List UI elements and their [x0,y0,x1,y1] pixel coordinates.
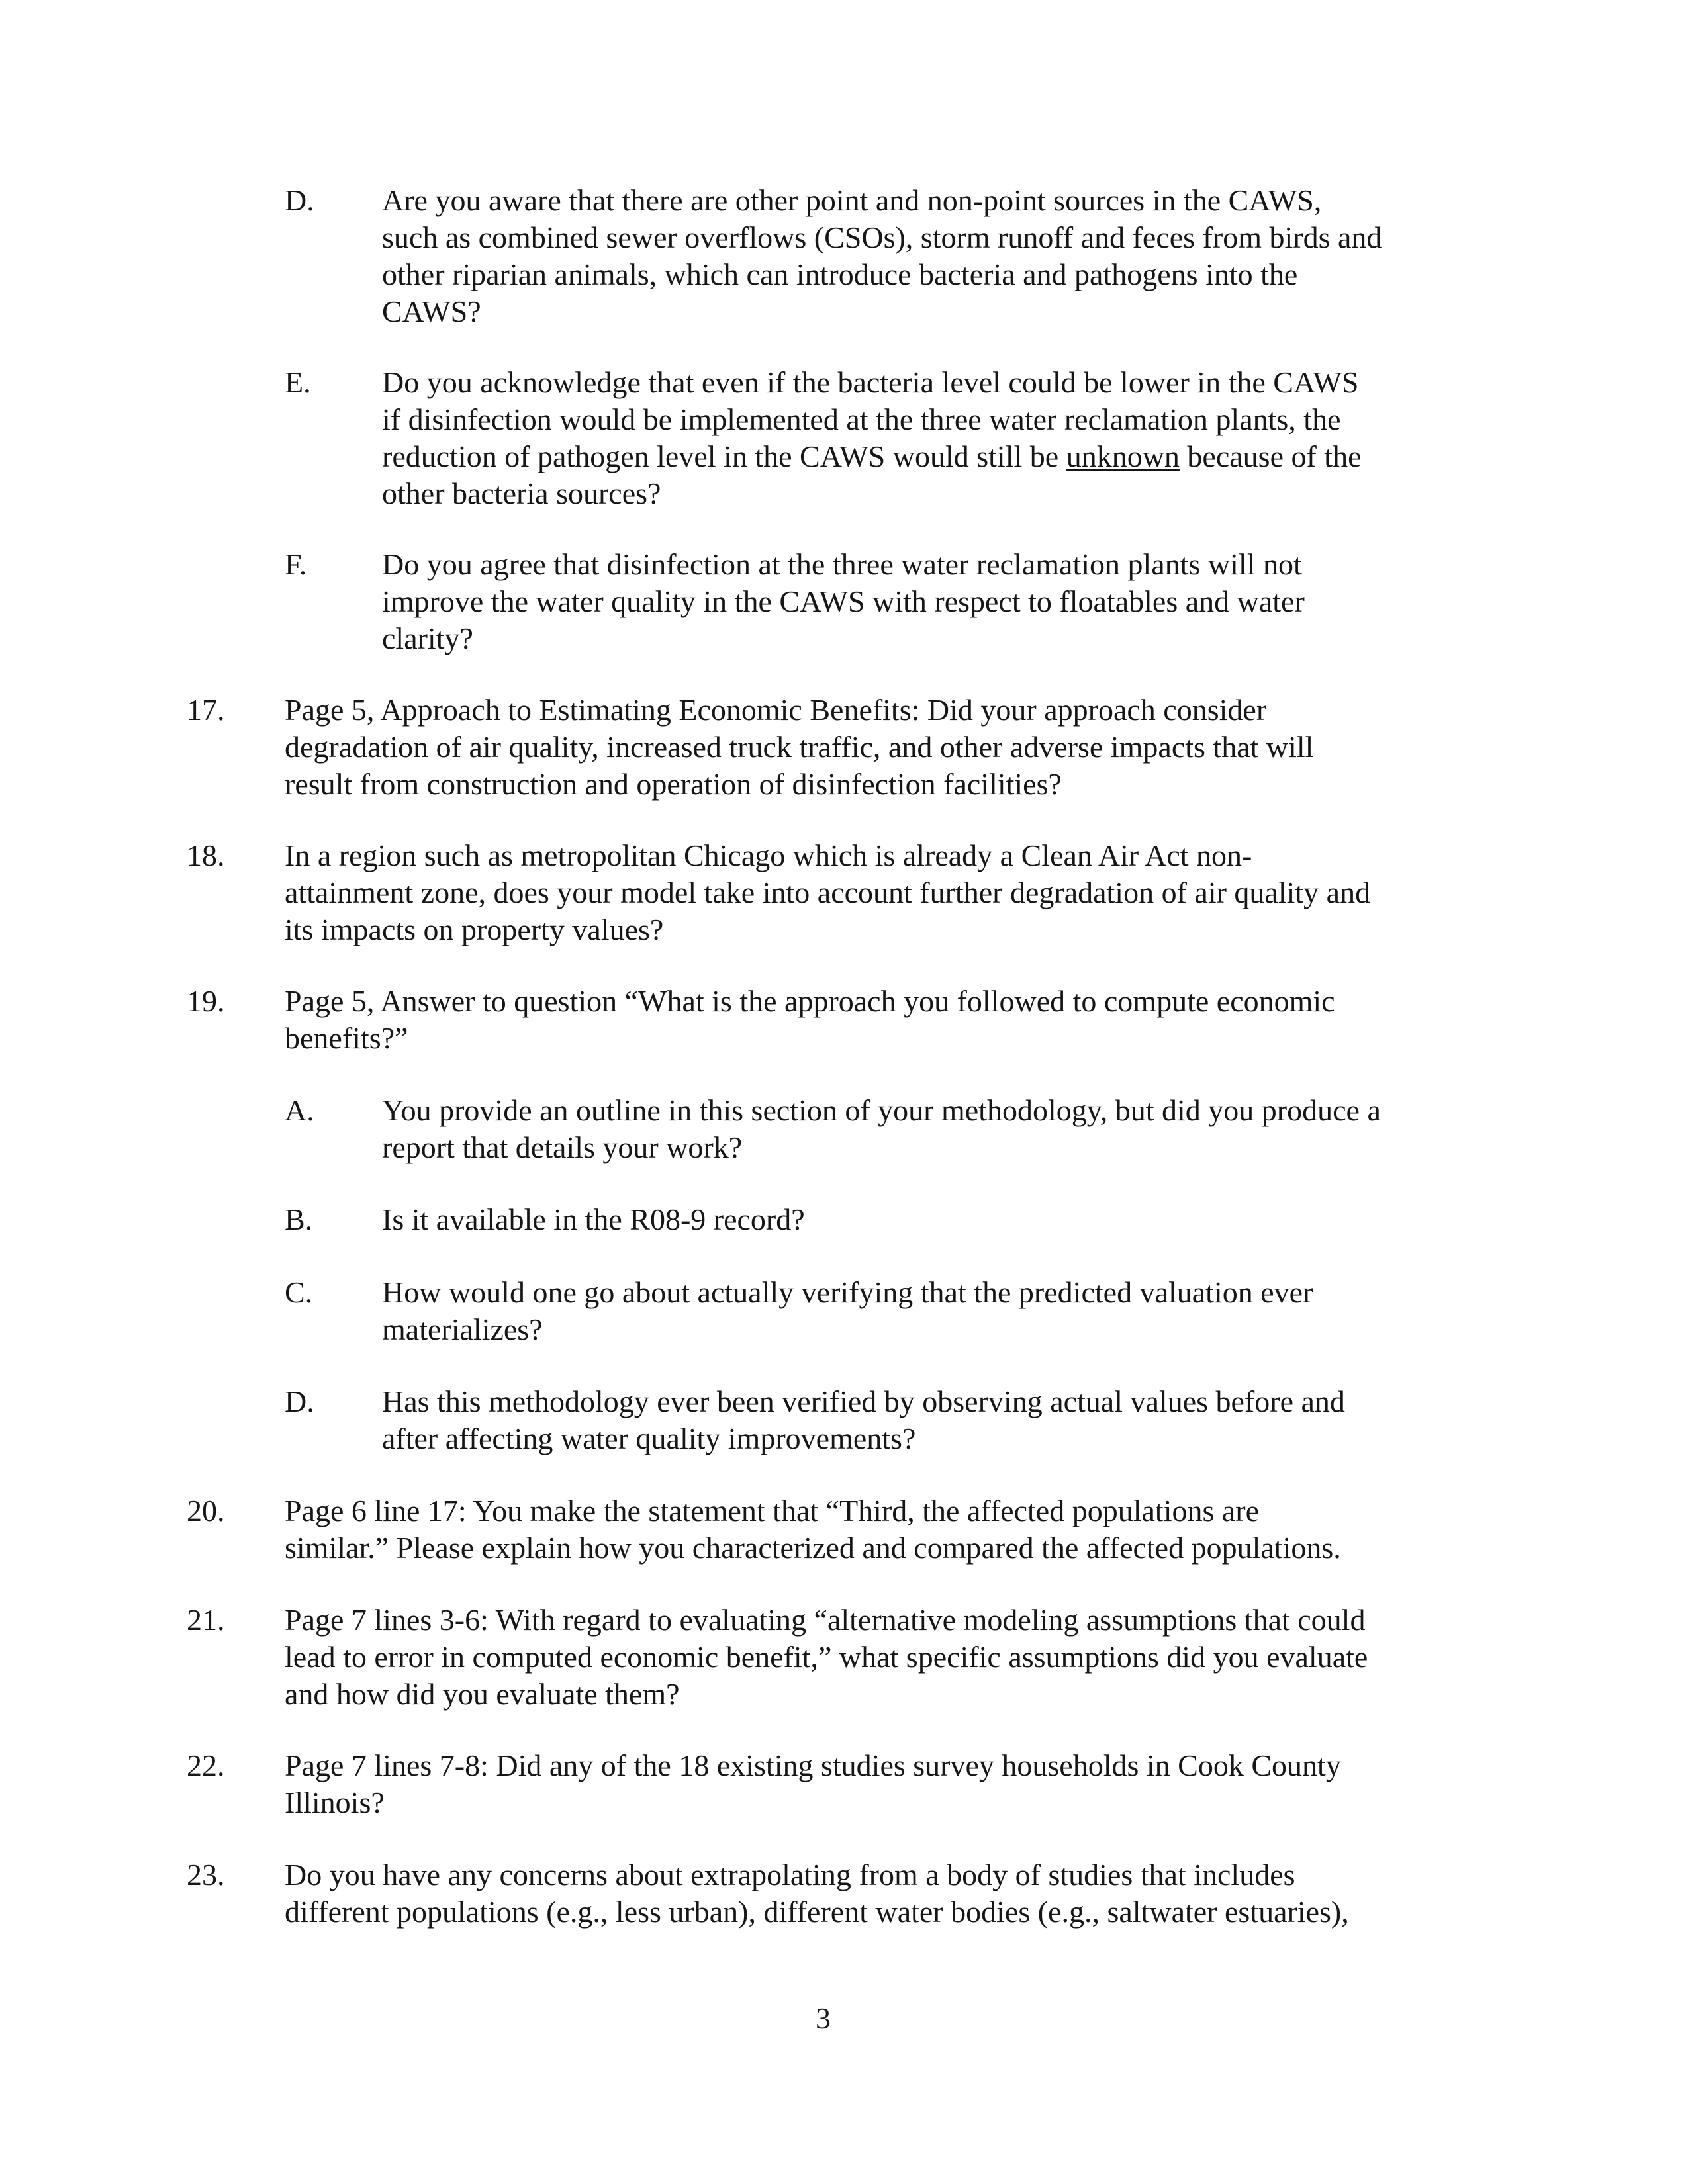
text-line: Page 7 lines 7-8: Did any of the 18 existing studies survey households in Cook County [285,1749,1341,1782]
item-label: F. [285,547,307,581]
text-line: other riparian animals, which can introduce bacteria and pathogens into the [382,257,1298,291]
text-line: You provide an outline in this section of your methodology, but did you produce a [382,1093,1381,1127]
text-line: Page 6 line 17: You make the statement that “Third, the affected populations are [285,1494,1260,1527]
item-text [382,1274,1313,1348]
item-text [285,983,1335,1057]
item-number: 21. [187,1603,225,1637]
text-segment: because of the [1179,439,1362,473]
item-text [285,1492,1341,1567]
item-label: B. [285,1203,313,1236]
item-number: 22. [187,1749,225,1782]
text-line: similar.” Please explain how you characterized and compared the affected populations. [285,1531,1341,1565]
item-number: 17. [187,693,225,727]
item-number: 23. [187,1858,225,1891]
text-line: materializes? [382,1312,543,1346]
item-label: E. [285,365,311,399]
text-line: Page 5, Answer to question “What is the approach you followed to compute economic [285,984,1335,1018]
text-segment: reduction of pathogen level in the CAWS would still be [382,439,1066,473]
text-line: other bacteria sources? [382,477,661,510]
item-number: 18. [187,839,225,872]
text-line: Has this methodology ever been verified by observing actual values before and [382,1385,1345,1418]
text-line: How would one go about actually verifying that the predicted valuation ever [382,1275,1313,1309]
text-line: CAWS? [382,295,481,328]
text-line: attainment zone, does your model take into account further degradation of air quality and [285,876,1371,909]
item-label: D. [285,183,314,217]
text-line: such as combined sewer overflows (CSOs), storm runoff and feces from birds and [382,220,1382,254]
text-line: its impacts on property values? [285,913,664,946]
item-text [382,1201,805,1238]
item-label: D. [285,1385,314,1418]
text-line: benefits?” [285,1021,408,1055]
text-line: improve the water quality in the CAWS with respect to floatables and water [382,584,1305,618]
item-text [285,837,1370,948]
item-text [382,1383,1345,1457]
item-text [285,1747,1341,1821]
item-number: 20. [187,1494,225,1527]
item-text [382,364,1362,512]
text-line: report that details your work? [382,1130,743,1164]
text-line: Do you agree that disinfection at the three water reclamation plants will not [382,547,1302,581]
text-line: Is it available in the R08-9 record? [382,1203,805,1236]
text-line: lead to error in computed economic benefit,” what specific assumptions did you evaluate [285,1640,1368,1674]
item-text [382,182,1382,330]
text-line: Illinois? [285,1786,385,1819]
item-text [285,692,1313,803]
text-line: In a region such as metropolitan Chicago which is already a Clean Air Act non- [285,839,1252,872]
text-line: Do you acknowledge that even if the bacteria level could be lower in the CAWS [382,365,1359,399]
text-line: Are you aware that there are other point and non-point sources in the CAWS, [382,183,1322,217]
item-text [382,1092,1381,1166]
text-line: different populations (e.g., less urban), different water bodies (e.g., saltwater estuaries), [285,1895,1349,1929]
text-line: Page 7 lines 3-6: With regard to evaluating “alternative modeling assumptions that could [285,1603,1366,1637]
item-label: C. [285,1275,313,1309]
page-number: 3 [816,2001,831,2035]
item-text [382,546,1305,657]
text-line: degradation of air quality, increased truck traffic, and other adverse impacts that will [285,730,1314,764]
text-line: Page 5, Approach to Estimating Economic Benefits: Did your approach consider [285,693,1267,727]
text-line: after affecting water quality improvements? [382,1422,916,1455]
item-number: 19. [187,984,225,1018]
text-line: Do you have any concerns about extrapolating from a body of studies that includes [285,1858,1295,1891]
text-line: result from construction and operation of disinfection facilities? [285,767,1062,801]
item-text [285,1856,1349,1931]
item-text [285,1602,1368,1713]
text-line: and how did you evaluate them? [285,1677,680,1711]
underlined-word: unknown [1066,439,1180,473]
text-line: clarity? [382,621,473,655]
item-label: A. [285,1093,314,1127]
text-line [382,438,1362,475]
text-line: if disinfection would be implemented at the three water reclamation plants, the [382,402,1341,436]
